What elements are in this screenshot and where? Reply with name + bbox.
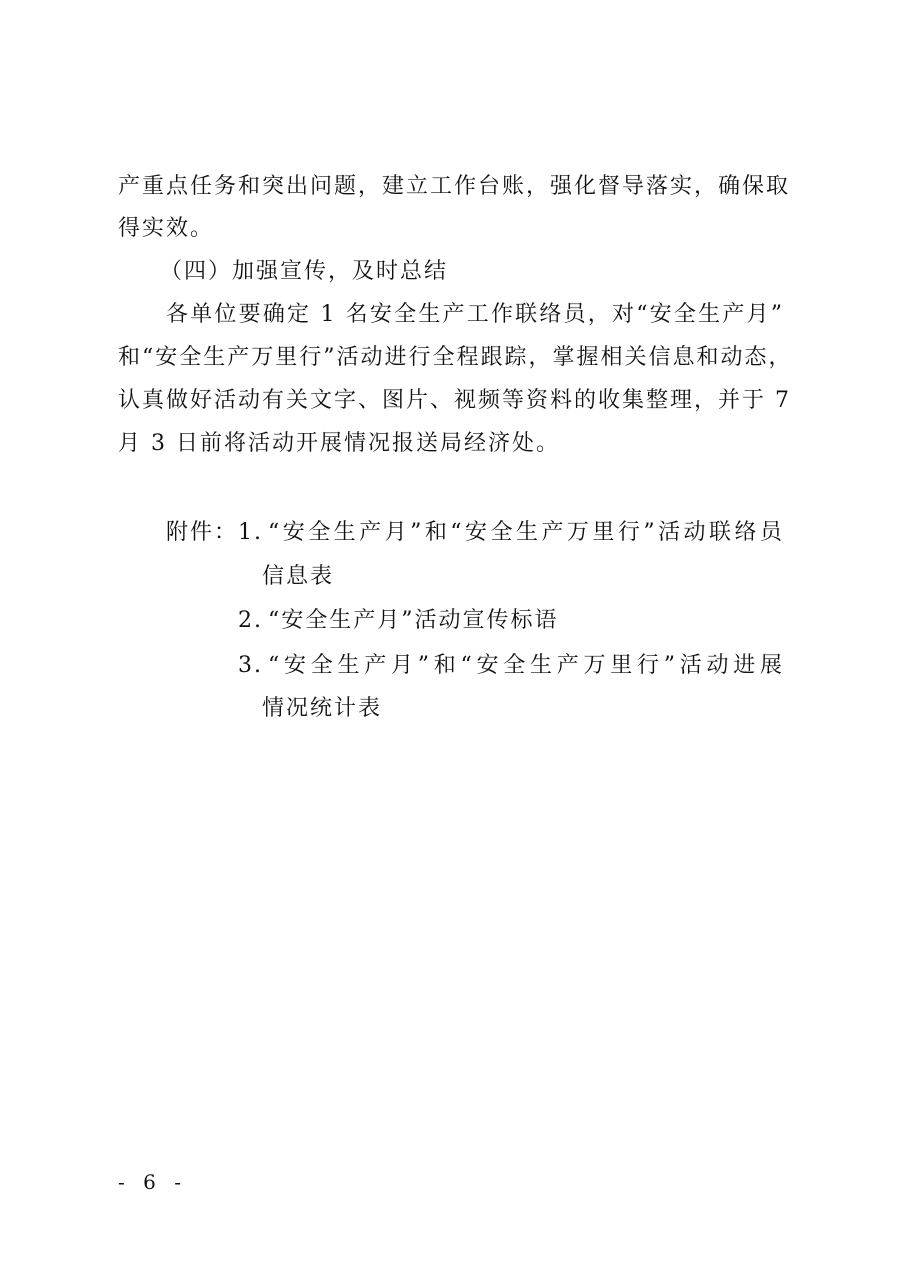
attachment-title: “安全生产月”和“安全生产万里行”活动联络员 xyxy=(268,520,784,545)
paragraph-line: 认真做好活动有关文字、图片、视频等资料的收集整理，并于 7 xyxy=(118,388,791,413)
attachment-title-cont: 信息表 xyxy=(262,564,335,589)
attachment-number: 3. xyxy=(238,653,263,678)
attachment-title-cont: 情况统计表 xyxy=(262,696,383,721)
attachments-label: 附件： xyxy=(166,520,239,545)
section-heading: （四）加强宣传，及时总结 xyxy=(160,259,449,284)
attachment-title: “安全生产月”活动宣传标语 xyxy=(268,608,559,633)
attachment-title: “安全生产月”和“安全生产万里行”活动进展 xyxy=(268,653,784,678)
attachment-number: 2. xyxy=(238,608,263,633)
paragraph-line: 得实效。 xyxy=(118,216,215,241)
paragraph-line: 月 3 日前将活动开展情况报送局经济处。 xyxy=(118,431,560,456)
paragraph-line: 产重点任务和突出问题，建立工作台账，强化督导落实，确保取 xyxy=(118,174,791,199)
attachment-number: 1. xyxy=(238,520,263,545)
page-number: - 6 - xyxy=(118,1170,187,1194)
paragraph-line: 各单位要确定 1 名安全生产工作联络员，对“安全生产月” xyxy=(166,302,784,327)
paragraph-line: 和“安全生产万里行”活动进行全程跟踪，掌握相关信息和动态， xyxy=(118,345,793,370)
